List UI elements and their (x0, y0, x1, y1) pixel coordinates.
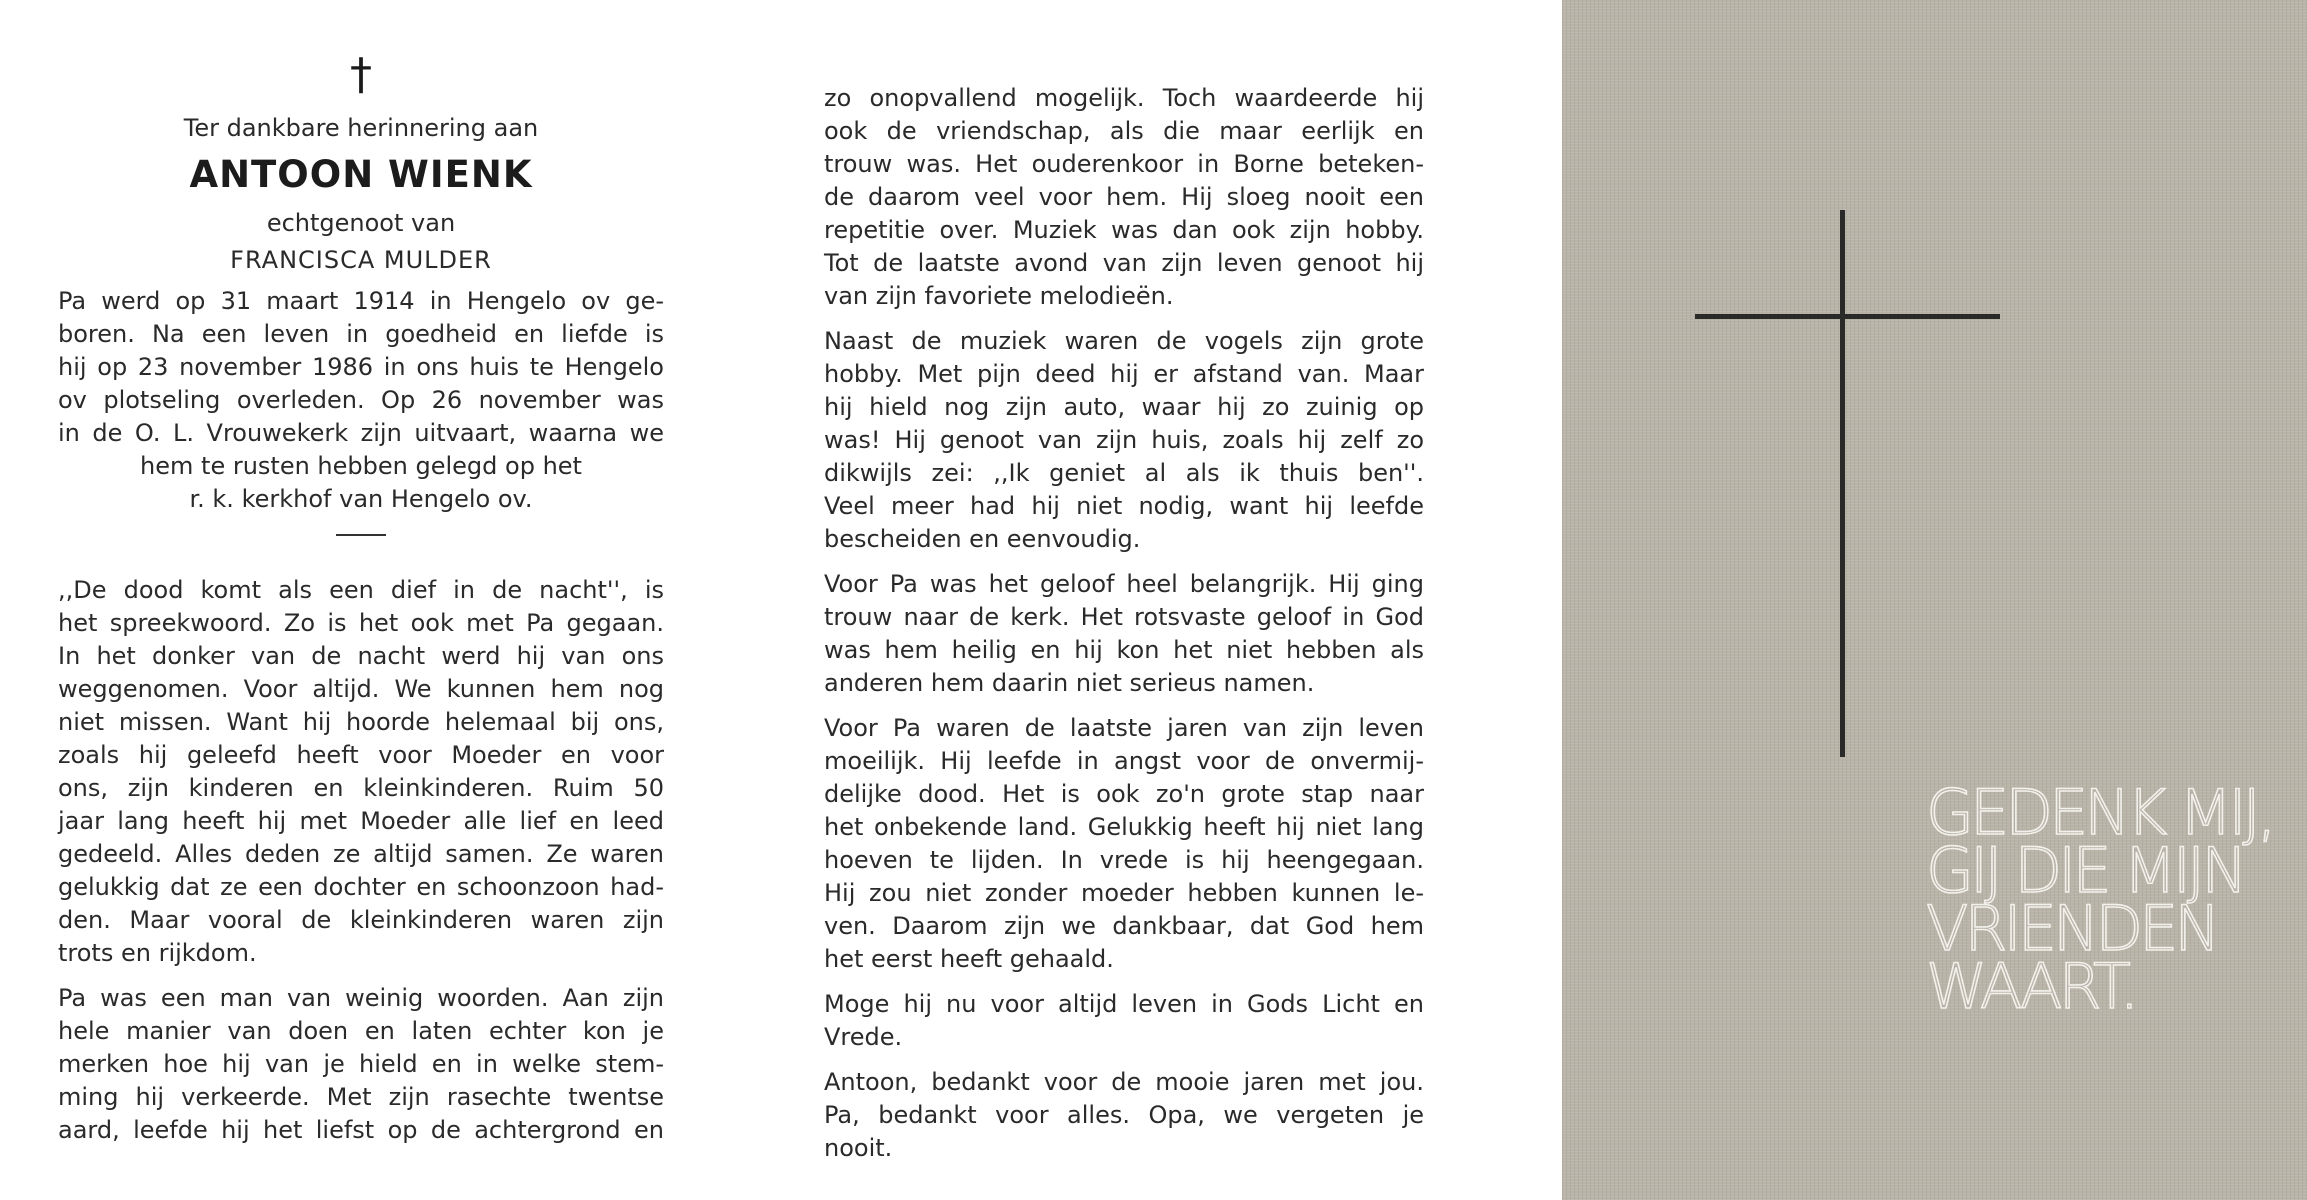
text-line: hele manier van doen en laten echter kon je (58, 1017, 664, 1045)
cross-icon: † (350, 49, 372, 100)
text-line: het eerst heeft gehaald. (824, 945, 1114, 973)
text-line: Pa, bedankt voor alles. Opa, we vergeten je (824, 1101, 1424, 1129)
cover-quote-line: GIJ DIE MIJN (1926, 834, 2244, 907)
cover-quote-line: GEDENK MIJ, (1926, 776, 2273, 849)
intro-text: Ter dankbare herinnering aan (183, 114, 539, 142)
text-line: het spreekwoord. Zo is het ook met Pa gegaan. (58, 609, 664, 637)
text-line: In het donker van de nacht werd hij van ons (58, 642, 664, 670)
deceased-name: ANTOON WIENK (189, 153, 533, 196)
text-line: aard, leefde hij het liefst op de achtergrond en (58, 1116, 664, 1144)
text-line: trots en rijkdom. (58, 939, 257, 967)
text-line: delijke dood. Het is ook zo'n grote stap naar (824, 780, 1424, 808)
text-line: trouw was. Het ouderenkoor in Borne beteken- (824, 150, 1424, 178)
text-line: hem te rusten hebben gelegd op het (140, 452, 582, 480)
text-line: gelukkig dat ze een dochter en schoonzoon had- (58, 873, 664, 901)
middle-page (824, 82, 1424, 1165)
text-line: ,,De dood komt als een dief in de nacht'', is (58, 576, 664, 604)
text-line: Voor Pa was het geloof heel belangrijk. Hij ging (824, 570, 1424, 598)
text-line: Hij zou niet zonder moeder hebben kunnen le- (824, 879, 1424, 907)
cover-page (1562, 0, 2307, 1200)
text-line: ven. Daarom zijn we dankbaar, dat God hem (824, 912, 1424, 940)
text-line: Vrede. (824, 1023, 903, 1051)
text-line: anderen hem daarin niet serieus namen. (824, 669, 1315, 697)
text-line: ov plotseling overleden. Op 26 november was (58, 386, 664, 414)
text-line: ook de vriendschap, als die maar eerlijk en (824, 117, 1424, 145)
text-line: gedeeld. Alles deden ze altijd samen. Ze waren (58, 840, 664, 868)
paragraph (824, 325, 1424, 556)
text-line: merken hoe hij van je hield en in welke stem- (58, 1050, 664, 1078)
text-line: Antoon, bedankt voor de mooie jaren met jou. (824, 1068, 1424, 1096)
text-line: hij op 23 november 1986 in ons huis te Hengelo (58, 353, 664, 381)
text-line: ming hij verkeerde. Met zijn rasechte twentse (58, 1083, 664, 1111)
text-line: trouw naar de kerk. Het rotsvaste geloof in God (824, 603, 1424, 631)
text-line: moeilijk. Hij leefde in angst voor de onvermij- (824, 747, 1424, 775)
paragraph (58, 982, 664, 1147)
text-line: Pa was een man van weinig woorden. Aan zijn (58, 984, 664, 1012)
cross-vertical-bar (1840, 210, 1845, 757)
paragraph (824, 568, 1424, 700)
paragraph (58, 574, 664, 970)
text-line: Naast de muziek waren de vogels zijn grote (824, 327, 1424, 355)
text-line: Voor Pa waren de laatste jaren van zijn leven (824, 714, 1424, 742)
text-line: Pa werd op 31 maart 1914 in Hengelo ov ge- (58, 287, 664, 315)
bio-paragraph (58, 285, 664, 516)
text-line: bescheiden en eenvoudig. (824, 525, 1141, 553)
text-line: jaar lang heeft hij met Moeder alle lief en leed (58, 807, 664, 835)
paragraph (824, 1066, 1424, 1165)
text-line: repetitie over. Muziek was dan ook zijn hobby. (824, 216, 1424, 244)
text-line: Moge hij nu voor altijd leven in Gods Licht en (824, 990, 1424, 1018)
text-line: was hem heilig en hij kon het niet hebben als (824, 636, 1424, 664)
text-line: r. k. kerkhof van Hengelo ov. (189, 485, 533, 513)
paragraph (824, 988, 1424, 1054)
text-line: boren. Na een leven in goedheid en liefde is (58, 320, 664, 348)
text-line: ons, zijn kinderen en kleinkinderen. Ruim 50 (58, 774, 664, 802)
paragraph (824, 82, 1424, 313)
text-line: hij hield nog zijn auto, waar hij zo zuinig op (824, 393, 1424, 421)
text-line: dikwijls zei: ,,Ik geniet al als ik thuis ben''. (824, 459, 1424, 487)
text-line: zoals hij geleefd heeft voor Moeder en voor (58, 741, 664, 769)
text-line: Tot de laatste avond van zijn leven genoot hij (824, 249, 1424, 277)
text-line: nooit. (824, 1134, 893, 1162)
text-line: den. Maar vooral de kleinkinderen waren zijn (58, 906, 664, 934)
text-line: de daarom veel voor hem. Hij sloeg nooit een (824, 183, 1424, 211)
text-line: zo onopvallend mogelijk. Toch waardeerde hij (824, 84, 1424, 112)
text-line: niet missen. Want hij hoorde helemaal bij ons, (58, 708, 664, 736)
text-line: weggenomen. Voor altijd. We kunnen hem nog (58, 675, 664, 703)
cover-quote-line: WAART. (1926, 950, 2136, 1023)
text-line: van zijn favoriete melodieën. (824, 282, 1174, 310)
cover-quote-line: VRIENDEN (1926, 892, 2217, 965)
cross-horizontal-bar (1695, 314, 2000, 319)
paragraph (824, 712, 1424, 976)
spouse-label: echtgenoot van (266, 209, 456, 237)
cover-quote (1926, 776, 2306, 1023)
text-line: was! Hij genoot van zijn huis, zoals hij zelf zo (824, 426, 1424, 454)
divider (336, 534, 386, 536)
spouse-name: FRANCISCA MULDER (230, 246, 492, 274)
text-line: het onbekende land. Gelukkig heeft hij niet lang (824, 813, 1424, 841)
text-line: hoeven te lijden. In vrede is hij heengegaan. (824, 846, 1424, 874)
text-line: Veel meer had hij niet nodig, want hij leefde (824, 492, 1424, 520)
left-page (58, 50, 664, 1147)
text-line: in de O. L. Vrouwekerk zijn uitvaart, waarna we (58, 419, 664, 447)
text-line: hobby. Met pijn deed hij er afstand van. Maar (824, 360, 1424, 388)
